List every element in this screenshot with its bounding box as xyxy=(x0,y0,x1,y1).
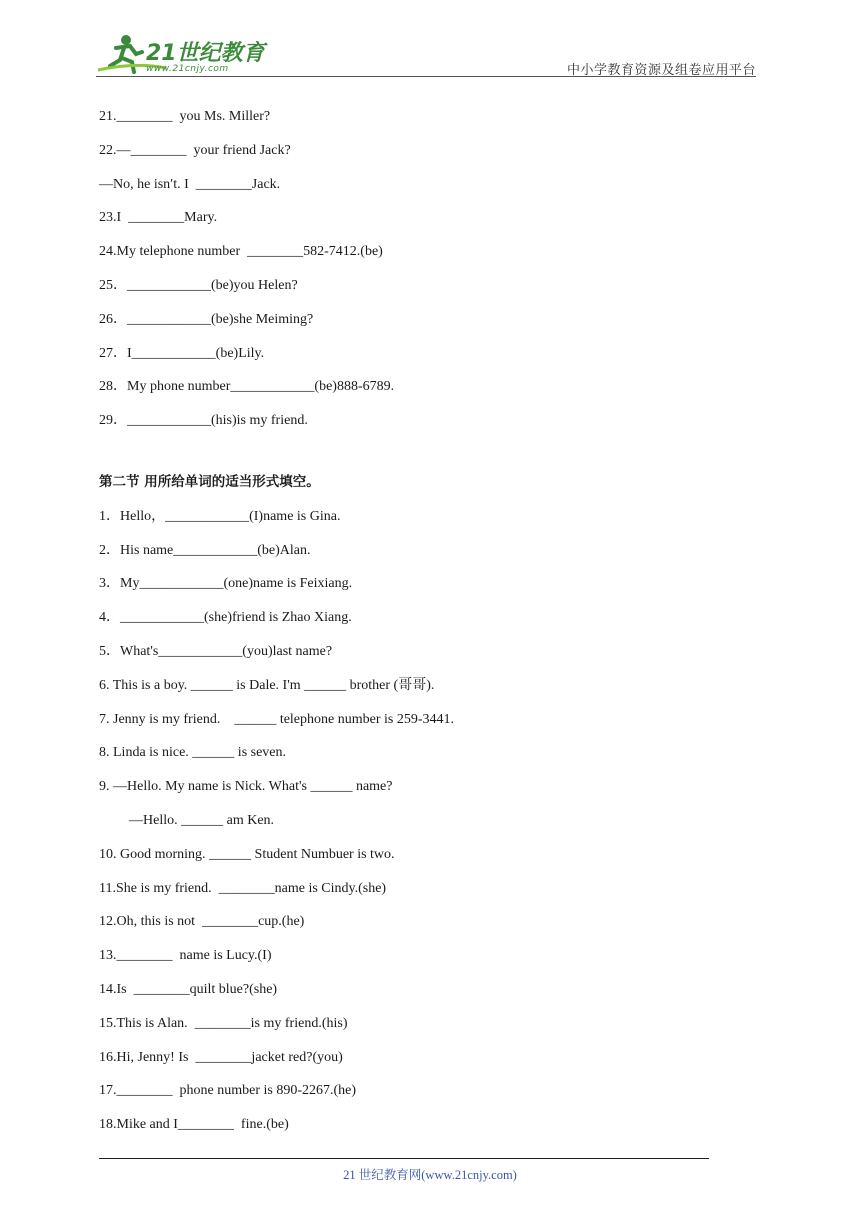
section-gap xyxy=(99,438,739,466)
question-line: 26．____________(be)she Meiming? xyxy=(99,311,314,327)
question-line: 6. This is a boy. ______ is Dale. I'm ______ brother (哥哥). xyxy=(99,677,435,693)
page-header xyxy=(96,30,756,78)
question-line: 10. Good morning. ______ Student Numbuer is two. xyxy=(99,846,395,862)
question-line: 12.Oh, this is not ________cup.(he) xyxy=(99,914,305,930)
question-line: 14.Is ________quilt blue?(she) xyxy=(99,981,278,997)
question-line: 3．My____________(one)name is Feixiang. xyxy=(99,576,353,592)
question-line: 4．____________(she)friend is Zhao Xiang. xyxy=(99,610,352,626)
question-line: 7. Jenny is my friend. ______ telephone number is 259-3441. xyxy=(99,711,455,727)
question-line: 9. —Hello. My name is Nick. What's ______ name? xyxy=(99,779,393,795)
question-line: 21.________ you Ms. Miller? xyxy=(99,109,271,124)
question-line: 5．What's____________(you)last name? xyxy=(99,643,333,659)
question-line: 2．His name____________(be)Alan. xyxy=(99,542,311,558)
logo-text: 21世纪教育 xyxy=(146,41,265,66)
section-title: 第二节 用所给单词的适当形式填空。 xyxy=(99,473,320,490)
worksheet-body xyxy=(99,100,739,1142)
question-line: —No, he isn′t. I ________Jack. xyxy=(99,176,281,192)
question-line: —Hello. ______ am Ken. xyxy=(129,812,275,828)
question-line: 29．____________(his)is my friend. xyxy=(99,413,308,429)
question-line: 8. Linda is nice. ______ is seven. xyxy=(99,745,287,761)
question-line: 11.She is my friend. ________name is Cindy.(she) xyxy=(99,880,387,896)
question-line: 25．____________(be)you Helen? xyxy=(99,277,298,293)
site-logo[interactable] xyxy=(96,30,266,76)
question-line: 17.________ phone number is 890-2267.(he) xyxy=(99,1083,357,1099)
question-line: 28．My phone number____________(be)888-6789. xyxy=(99,379,395,395)
logo-url: www.21cnjy.com xyxy=(146,64,229,74)
question-line: 13.________ name is Lucy.(I) xyxy=(99,948,272,964)
question-line: 18.Mike and I________ fine.(be) xyxy=(99,1117,289,1133)
question-line: 22.—________ your friend Jack? xyxy=(99,142,291,158)
footer-divider xyxy=(99,1158,709,1159)
question-line: 16.Hi, Jenny! Is ________jacket red?(you) xyxy=(99,1049,343,1065)
platform-tagline: 中小学教育资源及组卷应用平台 xyxy=(566,63,756,78)
question-line: 23.I ________Mary. xyxy=(99,210,218,226)
footer-link[interactable]: 21 世纪教育网(www.21cnjy.com) xyxy=(343,1168,517,1182)
question-line: 27．I____________(be)Lily. xyxy=(99,345,265,361)
question-line: 24.My telephone number ________582-7412.(be) xyxy=(99,244,383,260)
question-line: 15.This is Alan. ________is my friend.(his) xyxy=(99,1015,348,1031)
question-line: 1．Hello，____________(I)name is Gina. xyxy=(99,508,341,524)
header-divider xyxy=(96,76,756,77)
